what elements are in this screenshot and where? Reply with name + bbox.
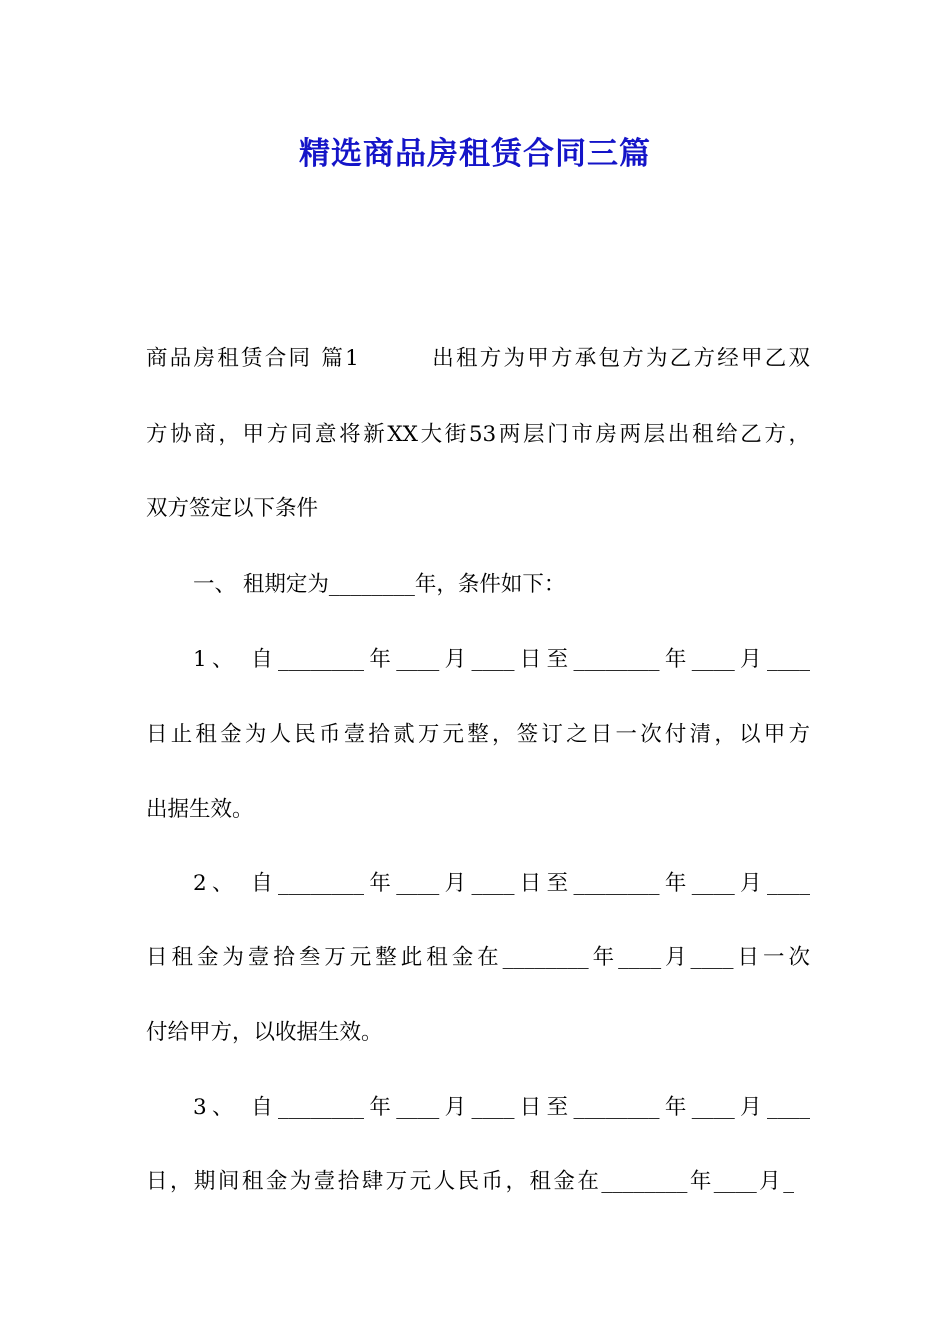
paragraph-line: 日租金为壹拾叁万元整此租金在________年____月____日一次 <box>146 945 810 970</box>
paragraph-line: 商品房租赁合同 篇1 出租方为甲方承包方为乙方经甲乙双 <box>146 346 810 371</box>
clause-item: 3、 自________年____月____日至________年____月____ <box>193 1095 810 1120</box>
paragraph-line: 日，期间租金为壹拾肆万元人民币，租金在________年____月_ <box>146 1169 794 1194</box>
clause-item: 1、 自________年____月____日至________年____月____ <box>193 647 810 672</box>
paragraph-line: 日止租金为人民币壹拾贰万元整，签订之日一次付清，以甲方 <box>146 722 810 747</box>
paragraph-line: 出据生效。 <box>146 797 254 822</box>
paragraph-line: 方协商，甲方同意将新XX大街53两层门市房两层出租给乙方， <box>146 422 810 447</box>
clause-item: 2、 自________年____月____日至________年____月____ <box>193 871 810 896</box>
document-title: 精选商品房租赁合同三篇 <box>299 136 651 172</box>
paragraph-line: 双方签定以下条件 <box>146 496 319 521</box>
clause-heading: 一、 租期定为________年，条件如下： <box>193 572 566 597</box>
paragraph-line: 付给甲方，以收据生效。 <box>146 1020 383 1045</box>
